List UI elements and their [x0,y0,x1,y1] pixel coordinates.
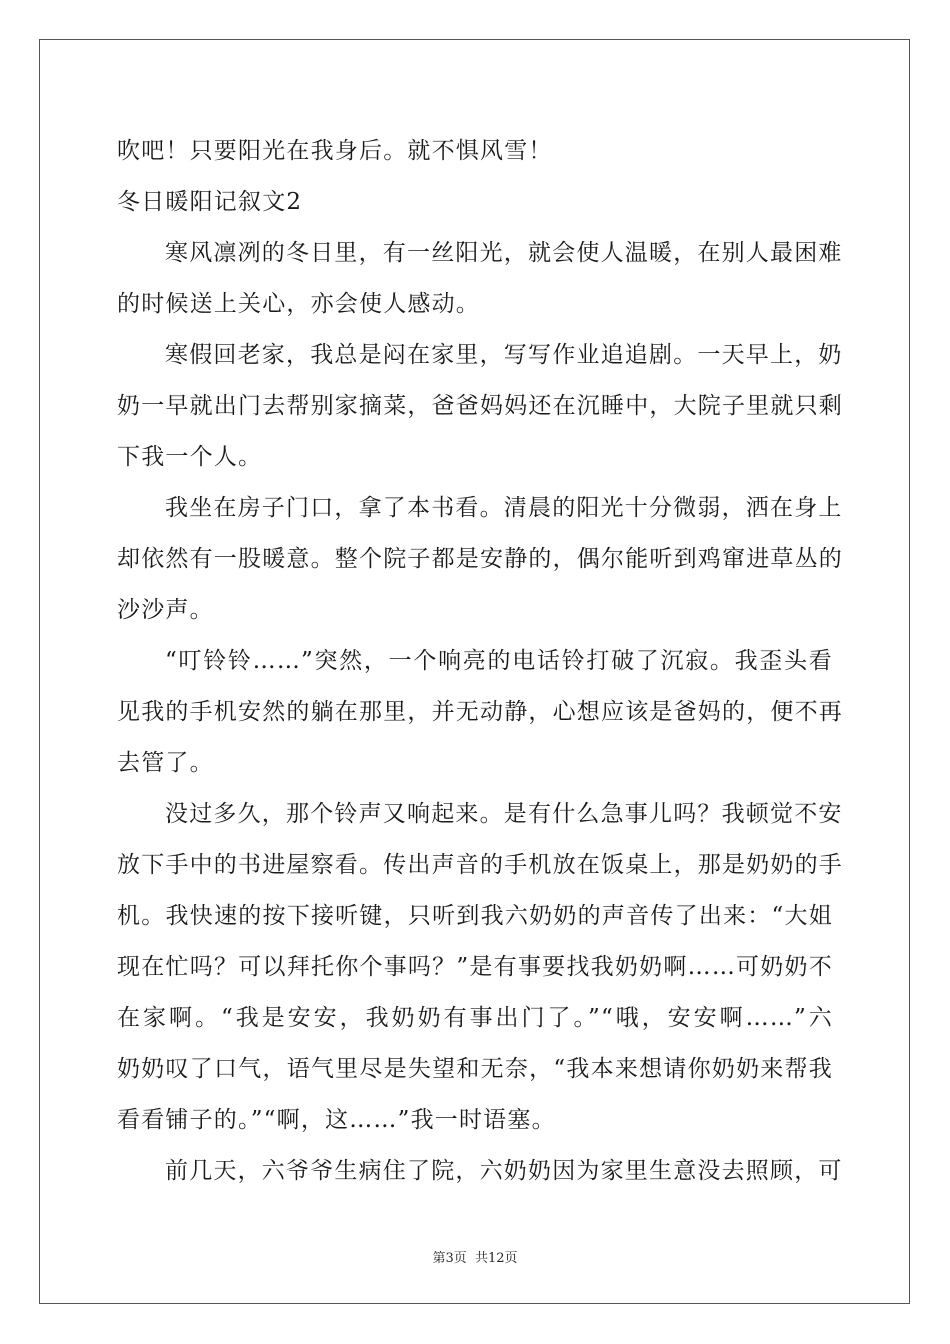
text-line: 寒假回老家，我总是闷在家里，写写作业追追剧。一天早上，奶 [165,342,843,368]
text-line: 机。我快速的按下接听键，只听到我六奶奶的声音传了出来：“大姐 [117,903,833,929]
text-line: 见我的手机安然的躺在那里，并无动静，心想应该是爸妈的，便不再 [117,699,843,725]
text-line: 现在忙吗？可以拜托你个事吗？”是有事要找我奶奶啊……可奶奶不 [117,954,833,980]
text-line: 去管了。 [117,750,214,776]
total-pages: 共12页 [474,1251,518,1266]
text-line: 我坐在房子门口，拿了本书看。清晨的阳光十分微弱，洒在身上 [165,495,843,521]
text-line: 前几天，六爷爷生病住了院，六奶奶因为家里生意没去照顾，可 [165,1158,843,1184]
text-line: 放下手中的书进屋察看。传出声音的手机放在饭桌上，那是奶奶的手 [117,852,843,878]
text-line: “叮铃铃……”突然，一个响亮的电话铃打破了沉寂。我歪头看 [165,648,833,674]
page-footer [0,1247,950,1266]
text-line: 的时候送上关心，亦会使人感动。 [117,291,480,317]
text-line: 奶一早就出门去帮别家摘菜，爸爸妈妈还在沉睡中，大院子里就只剩 [117,393,843,419]
text-line: 奶奶叹了口气，语气里尽是失望和无奈，“我本来想请你奶奶来帮我 [117,1056,833,1082]
document-body [117,126,843,1197]
text-line: 却依然有一股暖意。整个院子都是安静的，偶尔能听到鸡窜进草丛的 [117,546,843,572]
text-line: 吹吧！只要阳光在我身后。就不惧风雪！ [117,138,553,164]
text-line: 在家啊。“我是安安，我奶奶有事出门了。”“哦，安安啊……”六 [117,1005,833,1031]
text-line: 冬日暖阳记叙文2 [117,189,303,215]
text-line: 寒风凛冽的冬日里，有一丝阳光，就会使人温暖，在别人最困难 [165,240,843,266]
text-line: 看看铺子的。”“啊，这……”我一时语塞。 [117,1107,556,1133]
text-line: 没过多久，那个铃声又响起来。是有什么急事儿吗？我顿觉不安 [165,801,843,827]
text-line: 沙沙声。 [117,597,214,623]
text-line: 下我一个人。 [117,444,263,470]
page-number: 第3页 [432,1251,467,1266]
